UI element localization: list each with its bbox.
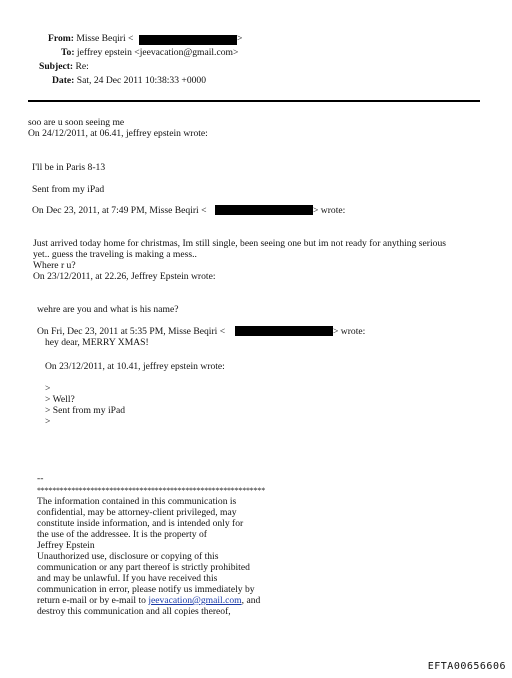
date-label: Date: — [52, 75, 75, 86]
sig-dashes: -- — [37, 473, 44, 484]
from-line — [48, 33, 133, 45]
body-line: hey dear, MERRY XMAS! — [45, 337, 149, 348]
body-line: soo are u soon seeing me — [28, 117, 125, 128]
sig-stars: ************************************************************ — [37, 486, 266, 495]
body-line: On Dec 23, 2011, at 7:49 PM, Misse Beqiri < — [32, 205, 207, 216]
disclaimer-line: destroy this communication and all copies thereof, — [37, 606, 231, 617]
disclaimer-line: the use of the addressee. It is the property of — [37, 529, 207, 540]
disclaimer-text: return e-mail or by e-mail to — [37, 595, 149, 606]
quote-line: > Sent from my iPad — [45, 405, 126, 416]
disclaimer-line: Jeffrey Epstein — [37, 540, 95, 551]
body-line: I'll be in Paris 8-13 — [32, 162, 106, 173]
redaction-box — [235, 326, 333, 336]
to-line — [61, 47, 238, 59]
disclaimer-line: communication in error, please notify us immediately by — [37, 584, 255, 595]
body-line: On 23/12/2011, at 22.26, Jeffrey Epstein wrote: — [33, 271, 216, 282]
quote-line: > — [45, 383, 51, 394]
date-line — [52, 75, 206, 87]
from-label: From: — [48, 33, 74, 44]
date-value: Sat, 24 Dec 2011 10:38:33 +0000 — [76, 75, 207, 86]
subject-label: Subject: — [39, 61, 74, 72]
email-link[interactable]: jeevacation@gmail.com — [148, 595, 242, 606]
subject-line — [39, 61, 89, 73]
from-close: > — [237, 33, 243, 44]
redaction-box — [215, 205, 313, 215]
from-value: Misse Beqiri < — [76, 33, 134, 44]
disclaimer-line: confidential, may be attorney-client privileged, may — [37, 507, 237, 518]
body-line: Sent from my iPad — [32, 184, 105, 195]
body-line: On Fri, Dec 23, 2011 at 5:35 PM, Misse Beqiri < — [37, 326, 226, 337]
disclaimer-line: The information contained in this communication is — [37, 496, 237, 507]
body-line: Where r u? — [33, 260, 76, 271]
quote-line: > — [45, 416, 51, 427]
disclaimer-line: communication or any part thereof is strictly prohibited — [37, 562, 250, 573]
to-label: To: — [61, 47, 75, 58]
body-line: > wrote: — [333, 326, 366, 337]
header-divider — [28, 100, 480, 102]
body-line: On 23/12/2011, at 10.41, jeffrey epstein wrote: — [45, 361, 225, 372]
disclaimer-line — [37, 595, 260, 606]
document-id: EFTA00656606 — [427, 661, 506, 672]
redaction-box — [139, 35, 237, 45]
subject-value: Re: — [75, 61, 89, 72]
quote-line: > Well? — [45, 394, 75, 405]
body-line: > wrote: — [313, 205, 346, 216]
body-line: On 24/12/2011, at 06.41, jeffrey epstein wrote: — [28, 128, 208, 139]
body-line: yet.. guess the traveling is making a mess.. — [33, 249, 197, 260]
body-line: wehre are you and what is his name? — [37, 304, 179, 315]
disclaimer-line: Unauthorized use, disclosure or copying of this — [37, 551, 219, 562]
to-value: jeffrey epstein <jeevacation@gmail.com> — [76, 47, 239, 58]
disclaimer-text: , and — [241, 595, 261, 606]
disclaimer-line: and may be unlawful. If you have received this — [37, 573, 218, 584]
disclaimer-line: constitute inside information, and is intended only for — [37, 518, 244, 529]
body-line: Just arrived today home for christmas, Im still single, been seeing one but im not ready for anything serious — [33, 238, 446, 249]
